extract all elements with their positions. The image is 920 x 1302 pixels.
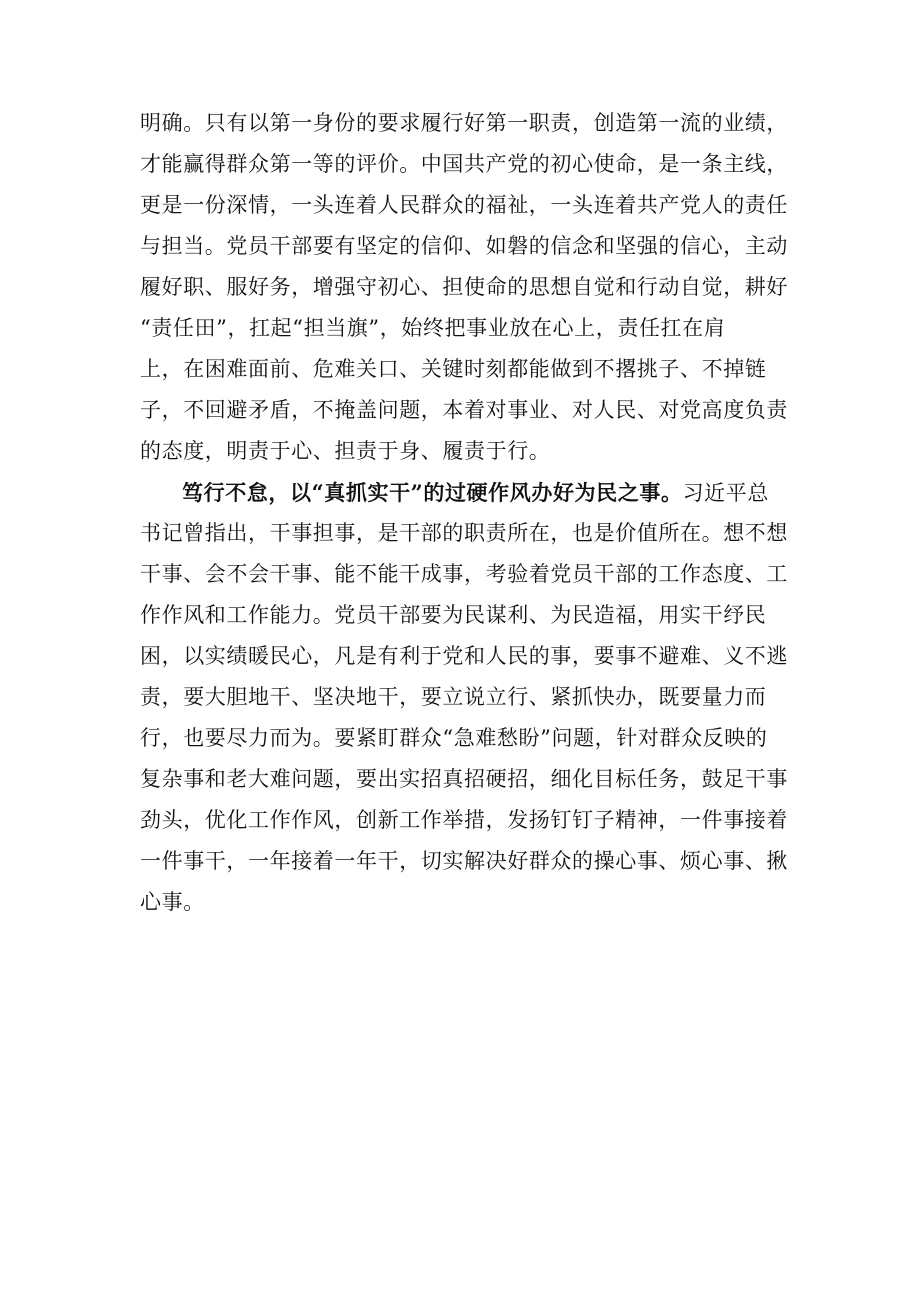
text-line: 责，要大胆地干、坚决地干，要立说立行、紧抓快办，既要量力而 [140,685,767,709]
text-line: 作作风和工作能力。党员干部要为民谋利、为民造福，用实干纾民 [140,603,767,627]
heading-followup-text: 习近平总 [682,481,769,505]
text-line: 行，也要尽力而为。要紧盯群众“急难愁盼”问题，针对群众反映的 [140,726,768,750]
text-line: 复杂事和老大难问题，要出实招真招硬招，细化目标任务，鼓足干事 [140,767,788,791]
text-line: 更是一份深情，一头连着人民群众的福祉，一头连着共产党人的责任 [140,193,788,217]
text-line: 心事。 [140,890,205,914]
text-line: 子，不回避矛盾，不掩盖问题，本着对事业、对人民、对党高度负责 [140,398,788,422]
text-line-first [140,472,780,513]
text-line: 的态度，明责于心、担责于身、履责于行。 [140,439,551,463]
text-line: 困，以实绩暖民心，凡是有利于党和人民的事，要事不避难、义不逃 [140,644,788,668]
text-line: 明确。只有以第一身份的要求履行好第一职责，创造第一流的业绩， [140,111,788,135]
text-line: 履好职、服好务，增强守初心、担使命的思想自觉和行动自觉，耕好 [140,275,788,299]
text-line: 一件事干，一年接着一年干，切实解决好群众的操心事、烦心事、揪 [140,849,788,873]
paragraph-hard-work [140,472,788,923]
document-body [140,103,788,923]
text-line: 书记曾指出，干事担事，是干部的职责所在，也是价值所在。想不想 [140,521,788,545]
paragraph-responsibility [140,103,788,472]
text-line: 劲头，优化工作作风，创新工作举措，发扬钉钉子精神，一件事接着 [140,808,788,832]
text-line: “责任田”，扛起“担当旗”，始终把事业放在心上，责任扛在肩 [140,316,726,340]
paragraph-heading: 笃行不怠，以“真抓实干”的过硬作风办好为民之事。 [182,480,683,505]
text-line: 干事、会不会干事、能不能干成事，考验着党员干部的工作态度、工 [140,562,788,586]
text-line: 上，在困难面前、危难关口、关键时刻都能做到不撂挑子、不掉链 [140,357,767,381]
text-line: 才能赢得群众第一等的评价。中国共产党的初心使命，是一条主线， [140,152,788,176]
text-line: 与担当。党员干部要有坚定的信仰、如磐的信念和坚强的信心，主动 [140,234,788,258]
